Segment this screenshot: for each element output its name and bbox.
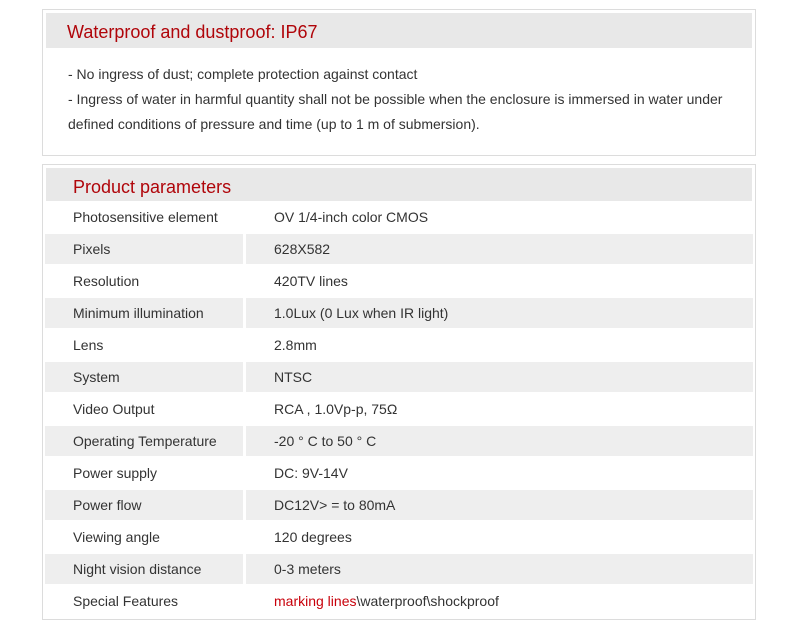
table-row <box>45 457 753 489</box>
param-label: Power supply <box>45 458 243 488</box>
param-label: Photosensitive element <box>45 202 243 232</box>
description-line: - No ingress of dust; complete protection against contact <box>68 66 418 82</box>
param-value: RCA , 1.0Vp-p, 75Ω <box>246 394 753 424</box>
waterproof-description <box>68 62 748 137</box>
parameters-header <box>46 168 752 201</box>
param-value: 420TV lines <box>246 266 753 296</box>
param-value: 1.0Lux (0 Lux when IR light) <box>246 298 753 328</box>
table-row <box>45 329 753 361</box>
param-value: 120 degrees <box>246 522 753 552</box>
table-row <box>45 425 753 457</box>
waterproof-title: Waterproof and dustproof: IP67 <box>67 22 318 42</box>
parameters-table <box>45 201 753 617</box>
param-label: Pixels <box>45 234 243 264</box>
table-row <box>45 489 753 521</box>
table-row <box>45 585 753 617</box>
param-value: -20 ° C to 50 ° C <box>246 426 753 456</box>
table-row <box>45 361 753 393</box>
param-value <box>246 586 753 616</box>
waterproof-panel <box>42 9 756 156</box>
param-label: Power flow <box>45 490 243 520</box>
table-row <box>45 521 753 553</box>
param-label: System <box>45 362 243 392</box>
param-label: Night vision distance <box>45 554 243 584</box>
param-label: Video Output <box>45 394 243 424</box>
feature-link[interactable]: marking lines <box>274 593 357 609</box>
table-row <box>45 233 753 265</box>
param-label: Operating Temperature <box>45 426 243 456</box>
table-row <box>45 297 753 329</box>
description-line: - Ingress of water in harmful quantity shall not be possible when the enclosure is immersed in water under <box>68 91 723 107</box>
description-line: defined conditions of pressure and time (up to 1 m of submersion). <box>68 116 480 132</box>
param-value: 2.8mm <box>246 330 753 360</box>
param-label: Minimum illumination <box>45 298 243 328</box>
param-label: Resolution <box>45 266 243 296</box>
param-value: OV 1/4-inch color CMOS <box>246 202 753 232</box>
param-value: NTSC <box>246 362 753 392</box>
parameters-title: Product parameters <box>73 177 232 197</box>
param-label: Special Features <box>45 586 243 616</box>
product-parameters-panel <box>42 164 756 620</box>
table-row <box>45 393 753 425</box>
param-value: 0-3 meters <box>246 554 753 584</box>
table-row <box>45 265 753 297</box>
table-row <box>45 201 753 233</box>
param-value: DC: 9V-14V <box>246 458 753 488</box>
param-value: 628X582 <box>246 234 753 264</box>
waterproof-header <box>46 13 752 48</box>
param-value: DC12V> = to 80mA <box>246 490 753 520</box>
feature-text: \waterproof\shockproof <box>356 593 499 609</box>
param-label: Lens <box>45 330 243 360</box>
param-label: Viewing angle <box>45 522 243 552</box>
table-row <box>45 553 753 585</box>
